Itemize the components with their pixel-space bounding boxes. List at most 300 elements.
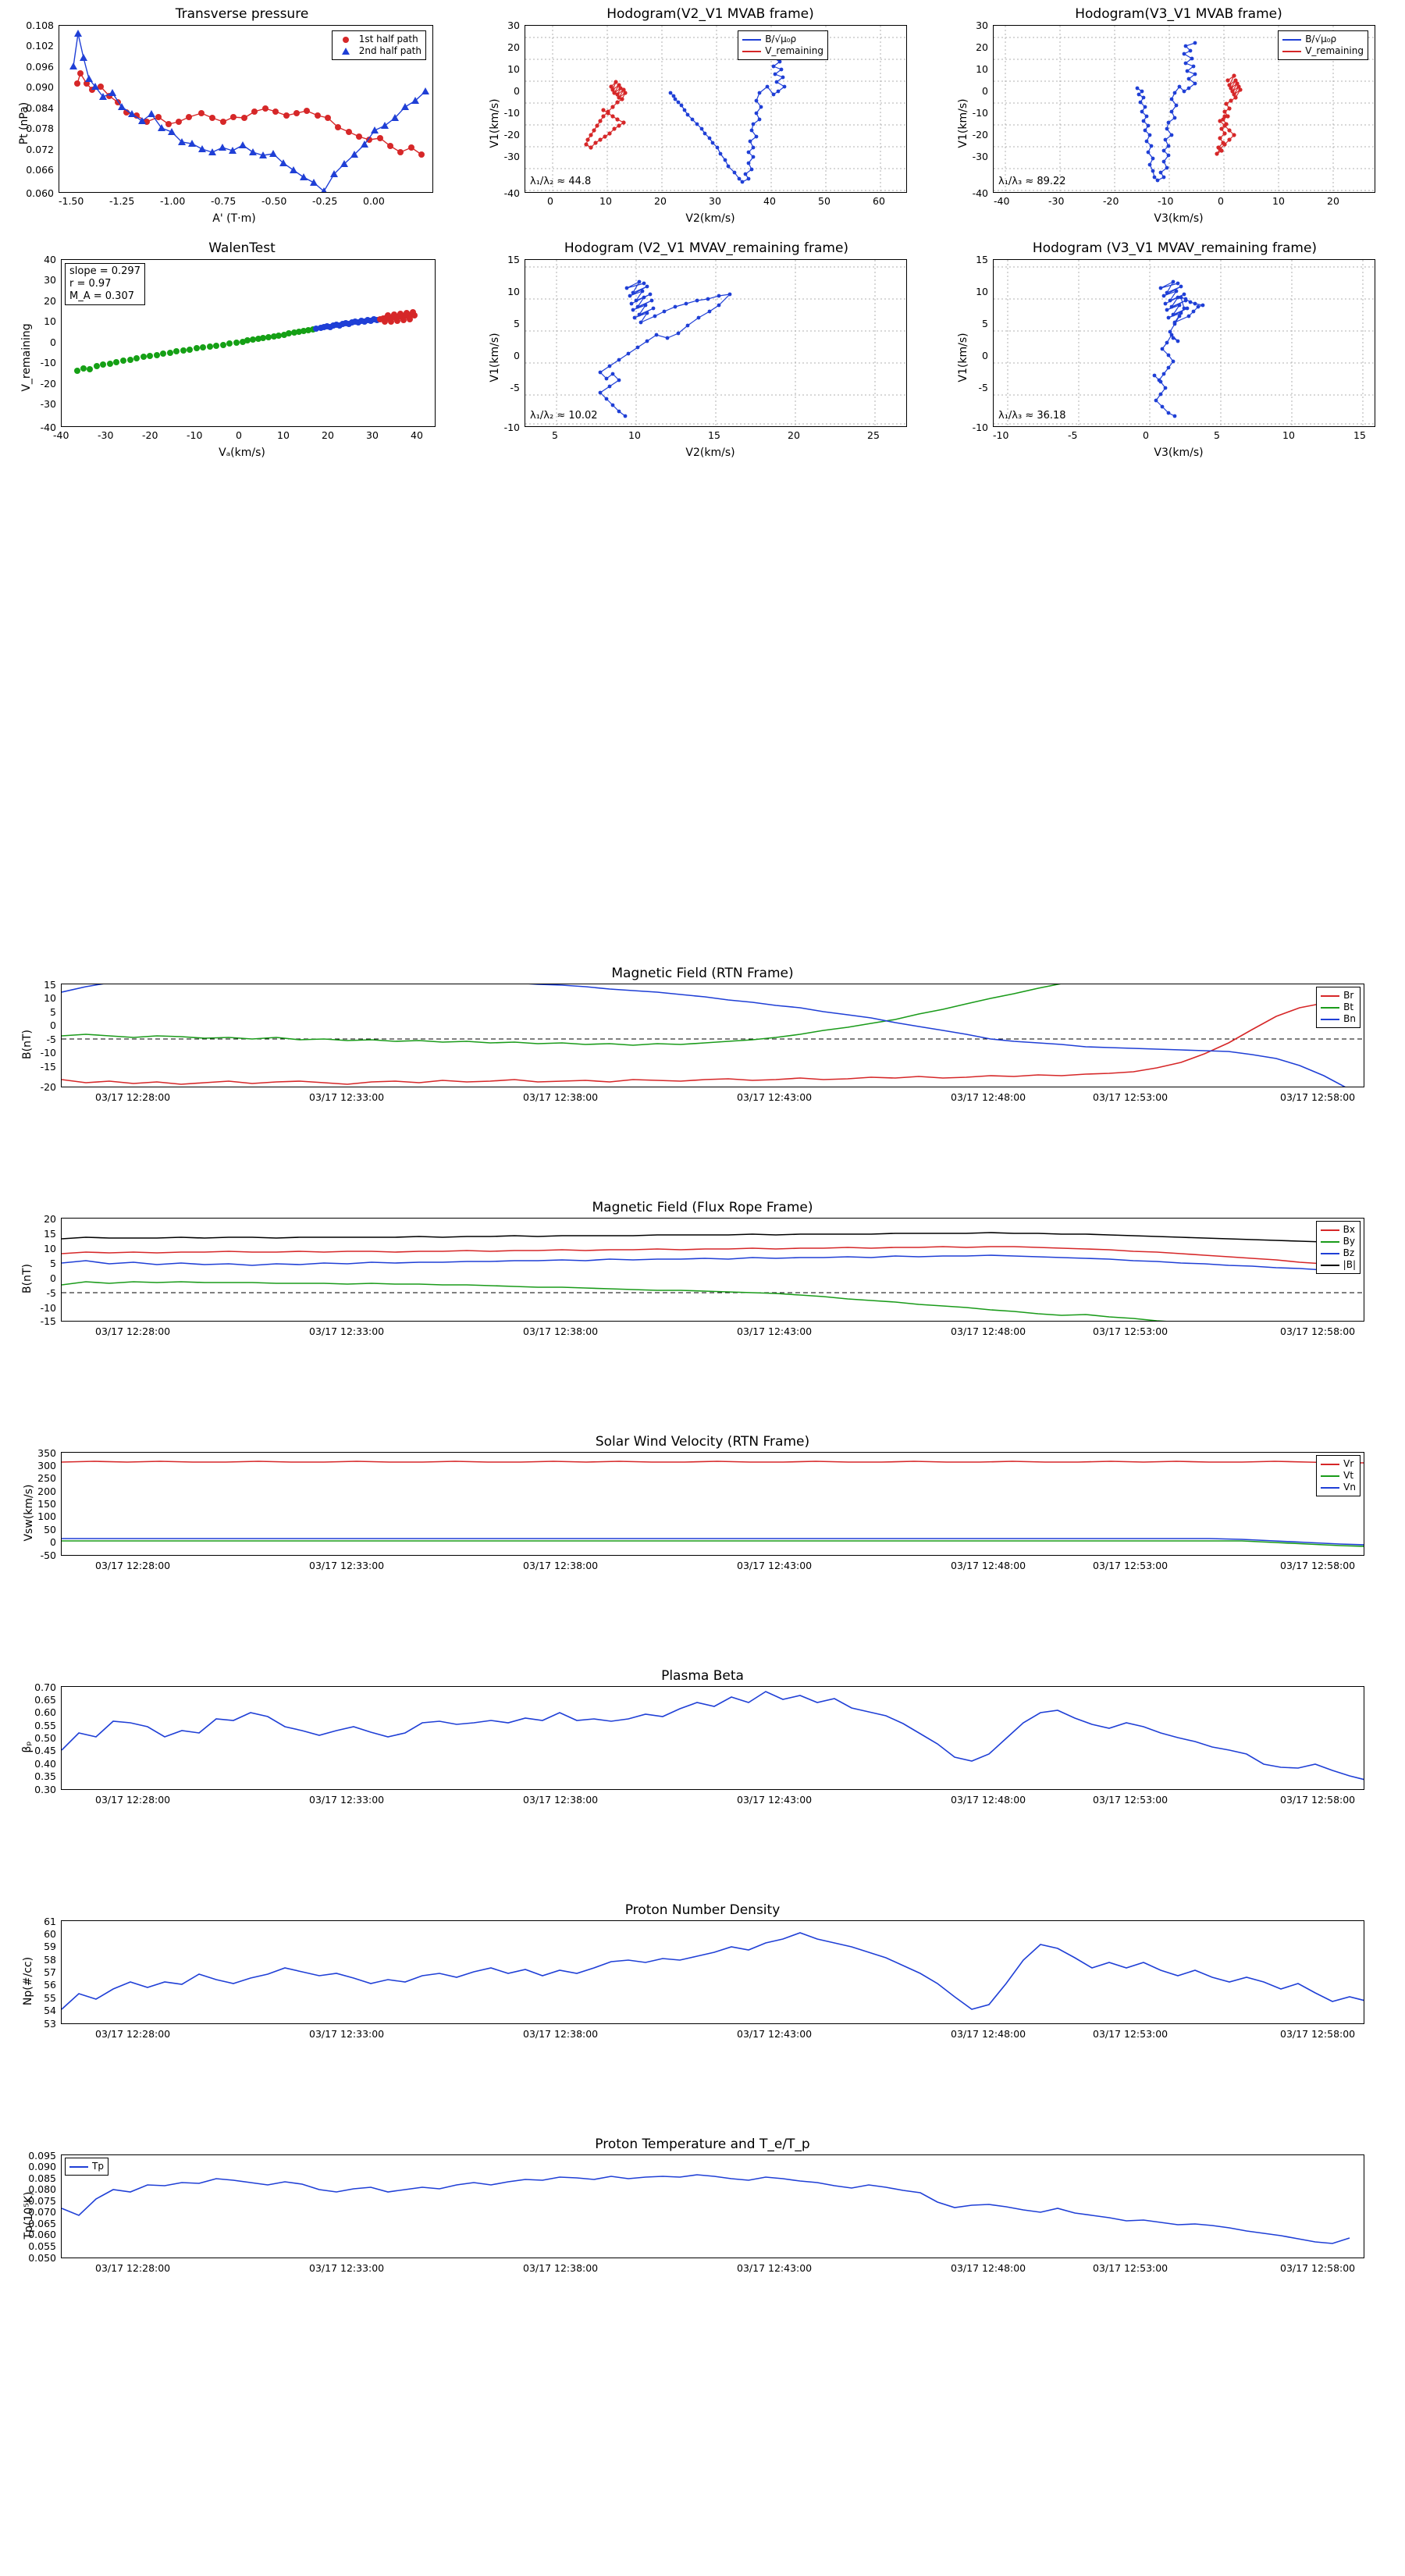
- line-swatch: [1282, 51, 1301, 52]
- y-tick: -5: [46, 1287, 56, 1299]
- y-tick: -15: [40, 1061, 56, 1073]
- legend-item: [1321, 990, 1356, 1002]
- x-tick: 15: [1353, 429, 1366, 441]
- x-axis-label: V3(km/s): [1154, 447, 1204, 459]
- x-tick: 03/17 12:53:00: [1093, 2262, 1168, 2274]
- legend-item: [1321, 1236, 1356, 1247]
- y-tick: 0: [514, 85, 520, 97]
- eigenvalue-ratio-annotation: λ₁/λ₂ ≈ 44.8: [530, 176, 592, 187]
- legend-label: Bn: [1343, 1013, 1356, 1024]
- y-axis-label: Tp(10⁵K): [23, 2191, 35, 2240]
- y-tick: 0.078: [26, 123, 54, 134]
- plot-area: [525, 259, 907, 427]
- x-tick: 03/17 12:28:00: [95, 2262, 171, 2274]
- x-tick: 03/17 12:58:00: [1280, 1794, 1356, 1806]
- legend-item: [69, 2161, 104, 2172]
- y-axis-label: Pt (nPa): [18, 101, 30, 145]
- x-tick: 0: [1218, 195, 1224, 207]
- panel-title: WalenTest: [208, 240, 276, 256]
- x-tick: 03/17 12:33:00: [309, 1325, 385, 1337]
- y-tick: 0.070: [28, 2206, 56, 2218]
- panel-title: Hodogram (V3_V1 MVAV_remaining frame): [1032, 240, 1318, 256]
- x-tick: 03/17 12:58:00: [1280, 2028, 1356, 2040]
- eigenvalue-ratio-annotation: λ₁/λ₃ ≈ 89.22: [998, 176, 1066, 187]
- y-tick: 0.055: [28, 2240, 56, 2252]
- triangle-marker-icon: [336, 48, 355, 55]
- panel-title: Hodogram(V2_V1 MVAB frame): [606, 6, 814, 22]
- y-tick: 0.060: [28, 2229, 56, 2240]
- y-tick: -30: [972, 151, 988, 162]
- x-tick: -30: [1048, 195, 1065, 207]
- x-tick: -40: [994, 195, 1010, 207]
- x-tick: -1.25: [109, 195, 135, 207]
- x-tick: 03/17 12:58:00: [1280, 2262, 1356, 2274]
- x-tick: 03/17 12:48:00: [951, 2028, 1026, 2040]
- x-tick: 03/17 12:48:00: [951, 1794, 1026, 1806]
- series-proton-density: [62, 1933, 1364, 2009]
- y-tick: 200: [37, 1485, 56, 1497]
- x-tick: -0.50: [261, 195, 287, 207]
- y-tick: -30: [503, 151, 520, 162]
- y-tick: 50: [44, 1524, 56, 1535]
- line-swatch: [742, 51, 761, 52]
- x-tick: 40: [411, 429, 423, 441]
- y-tick: 53: [44, 2018, 56, 2030]
- series-bx: [62, 1247, 1347, 1265]
- y-tick: 5: [982, 318, 988, 329]
- y-tick: -20: [40, 378, 56, 390]
- x-tick: 20: [1327, 195, 1339, 207]
- x-tick: 15: [708, 429, 720, 441]
- x-tick: -10: [1158, 195, 1174, 207]
- panel-title: Transverse pressure: [175, 6, 309, 22]
- y-tick: -20: [972, 129, 988, 141]
- plot-area: [61, 259, 436, 427]
- y-tick: 0.30: [34, 1784, 56, 1795]
- y-tick: 61: [44, 1916, 56, 1927]
- y-tick: -20: [503, 129, 520, 141]
- y-axis-label: V1(km/s): [489, 98, 501, 148]
- y-tick: 0.060: [26, 187, 54, 199]
- panel-hodogram-v2v1-mvav: [468, 234, 937, 468]
- panel-title: Proton Number Density: [624, 1902, 781, 1918]
- plot-area: [61, 1218, 1364, 1322]
- legend-item: [742, 45, 823, 57]
- plot-area: [993, 25, 1375, 193]
- y-tick: 10: [507, 63, 520, 75]
- y-tick: 0.075: [28, 2195, 56, 2207]
- x-tick: 03/17 12:53:00: [1093, 1325, 1168, 1337]
- x-tick: 03/17 12:33:00: [309, 2262, 385, 2274]
- panel-title: Magnetic Field (RTN Frame): [611, 966, 794, 981]
- y-tick: 0.072: [26, 144, 54, 155]
- x-tick: 03/17 12:43:00: [737, 1325, 813, 1337]
- line-swatch: [1321, 1265, 1339, 1266]
- x-axis-label: V2(km/s): [685, 212, 735, 225]
- legend-label: Br: [1343, 990, 1354, 1001]
- y-tick: 15: [44, 979, 56, 991]
- y-tick: 0.084: [26, 102, 54, 114]
- y-tick: -10: [503, 422, 520, 433]
- x-axis-label: V2(km/s): [685, 447, 735, 459]
- legend: [738, 30, 828, 60]
- plot-area: [61, 984, 1364, 1087]
- y-tick: 0.102: [26, 40, 54, 52]
- series-bmag: [62, 1233, 1347, 1243]
- y-tick: -40: [503, 187, 520, 199]
- legend-item: [336, 34, 422, 45]
- y-tick: 15: [507, 254, 520, 265]
- plot-area: [61, 2154, 1364, 2258]
- line-swatch: [1321, 1464, 1339, 1465]
- walen-r: r = 0.97: [69, 278, 112, 290]
- x-tick: 03/17 12:28:00: [95, 1091, 171, 1103]
- walen-fit-annotation: [65, 263, 145, 305]
- line-swatch: [1321, 995, 1339, 997]
- y-tick: 10: [507, 286, 520, 297]
- y-tick: 57: [44, 1966, 56, 1978]
- x-tick: 03/17 12:28:00: [95, 2028, 171, 2040]
- series-bn: [62, 984, 1347, 1087]
- y-tick: 10: [976, 286, 988, 297]
- line-swatch: [1321, 1487, 1339, 1489]
- x-tick: -0.75: [211, 195, 237, 207]
- x-tick: 30: [709, 195, 721, 207]
- y-tick: 5: [50, 1258, 56, 1269]
- series-vn: [62, 1539, 1364, 1545]
- y-tick: 60: [44, 1928, 56, 1940]
- series-bz: [62, 1255, 1347, 1271]
- y-tick: 250: [37, 1472, 56, 1484]
- y-tick: 0: [982, 85, 988, 97]
- y-tick: 0.55: [34, 1720, 56, 1731]
- legend-label: B/√μ₀ρ: [765, 34, 797, 44]
- x-tick: 0: [547, 195, 553, 207]
- y-tick: 0.70: [34, 1681, 56, 1693]
- panel-title: Plasma Beta: [661, 1668, 744, 1684]
- y-tick: 0: [514, 350, 520, 361]
- y-tick: 56: [44, 1979, 56, 1991]
- x-tick: 03/17 12:43:00: [737, 1091, 813, 1103]
- y-tick: 0.050: [28, 2252, 56, 2264]
- y-tick: 54: [44, 2005, 56, 2016]
- legend-label: V_remaining: [1305, 45, 1364, 56]
- line-swatch: [1282, 39, 1301, 41]
- x-tick: -1.50: [59, 195, 84, 207]
- y-tick: 10: [44, 992, 56, 1004]
- y-tick: 20: [507, 41, 520, 53]
- y-tick: 59: [44, 1941, 56, 1952]
- panel-walen-test: [0, 234, 468, 468]
- legend: [1316, 1455, 1361, 1496]
- legend-item: [1282, 34, 1364, 45]
- x-tick: 25: [867, 429, 880, 441]
- y-tick: -10: [40, 1047, 56, 1059]
- y-tick: 0.40: [34, 1758, 56, 1770]
- x-tick: 0: [1143, 429, 1149, 441]
- x-tick: -20: [1103, 195, 1119, 207]
- legend-label: Vr: [1343, 1458, 1354, 1469]
- x-tick: 5: [1214, 429, 1220, 441]
- panel-title: Solar Wind Velocity (RTN Frame): [595, 1434, 810, 1450]
- x-tick: 0: [236, 429, 242, 441]
- x-tick: -10: [187, 429, 203, 441]
- y-tick: -5: [510, 382, 520, 393]
- legend-label: Vt: [1343, 1470, 1354, 1481]
- y-tick: 40: [44, 254, 56, 265]
- y-tick: 0.50: [34, 1732, 56, 1744]
- y-tick: 0.080: [28, 2183, 56, 2195]
- x-tick: 03/17 12:43:00: [737, 2028, 813, 2040]
- x-tick: 40: [763, 195, 776, 207]
- legend-item: [1321, 1470, 1356, 1482]
- y-tick: -10: [972, 107, 988, 119]
- legend-item: [1321, 1224, 1356, 1236]
- panel-magnetic-field-flux-rope: [0, 1198, 1405, 1354]
- legend-label: Vn: [1343, 1482, 1356, 1493]
- legend-item: [1321, 1458, 1356, 1470]
- y-tick: 100: [37, 1510, 56, 1522]
- plot-area: [525, 25, 907, 193]
- legend-label: Bt: [1343, 1002, 1354, 1012]
- y-tick: -50: [40, 1550, 56, 1561]
- y-tick: -15: [40, 1315, 56, 1327]
- y-tick: 0: [982, 350, 988, 361]
- series-vt: [62, 1541, 1364, 1546]
- panel-proton-number-density: [0, 1901, 1405, 2057]
- x-tick: 03/17 12:33:00: [309, 1091, 385, 1103]
- legend-label: Tp: [92, 2161, 104, 2172]
- panel-transverse-pressure: [0, 0, 468, 234]
- y-tick: -5: [978, 382, 988, 393]
- x-tick: 03/17 12:38:00: [523, 1560, 599, 1571]
- legend: [1278, 30, 1368, 60]
- y-tick: 0.45: [34, 1745, 56, 1756]
- eigenvalue-ratio-annotation: λ₁/λ₃ ≈ 36.18: [998, 410, 1066, 422]
- legend-label: 2nd half path: [358, 45, 422, 56]
- x-tick: 20: [322, 429, 334, 441]
- x-tick: 10: [599, 195, 612, 207]
- x-tick: -5: [1068, 429, 1078, 441]
- panel-plasma-beta: [0, 1667, 1405, 1823]
- legend-label: B/√μ₀ρ: [1305, 34, 1337, 44]
- x-axis-label: Vₐ(km/s): [219, 447, 265, 459]
- legend: [1316, 987, 1361, 1028]
- y-tick: 0.090: [28, 2161, 56, 2172]
- y-tick: 0.090: [26, 81, 54, 93]
- y-tick: 150: [37, 1498, 56, 1510]
- panel-solar-wind-velocity: [0, 1432, 1405, 1589]
- x-tick: 20: [654, 195, 667, 207]
- plot-area: [61, 1452, 1364, 1556]
- y-tick: 0.60: [34, 1706, 56, 1718]
- y-tick: 15: [976, 254, 988, 265]
- panel-hodogram-v3v1-mvab: [937, 0, 1405, 234]
- y-tick: 10: [44, 315, 56, 327]
- x-axis-label: A' (T·m): [212, 212, 256, 225]
- x-tick: -30: [98, 429, 114, 441]
- x-tick: 03/17 12:58:00: [1280, 1560, 1356, 1571]
- x-tick: 03/17 12:53:00: [1093, 1794, 1168, 1806]
- y-axis-label: V1(km/s): [489, 333, 501, 382]
- legend-label: Bz: [1343, 1247, 1355, 1258]
- y-tick: 0.35: [34, 1770, 56, 1782]
- legend-label: |B|: [1343, 1259, 1356, 1270]
- series-by: [62, 1282, 1347, 1322]
- y-tick: -10: [503, 107, 520, 119]
- x-tick: 03/17 12:33:00: [309, 1794, 385, 1806]
- x-tick: 10: [1282, 429, 1295, 441]
- legend-item: [1321, 1002, 1356, 1013]
- legend-item: [742, 34, 823, 45]
- plot-area: [61, 1920, 1364, 2024]
- y-axis-label: Vsw(km/s): [23, 1484, 35, 1542]
- legend-item: [1282, 45, 1364, 57]
- line-swatch: [742, 39, 761, 41]
- series-bt: [62, 984, 1347, 1045]
- panel-title: Proton Temperature and T_e/T_p: [595, 2137, 810, 2152]
- y-tick: 30: [507, 20, 520, 31]
- line-swatch: [1321, 1241, 1339, 1243]
- y-tick: 0.096: [26, 61, 54, 73]
- legend-item: [1321, 1482, 1356, 1493]
- x-tick: 0.00: [363, 195, 385, 207]
- x-tick: 03/17 12:43:00: [737, 1560, 813, 1571]
- y-tick: 0.108: [26, 20, 54, 31]
- legend-label: V_remaining: [765, 45, 823, 56]
- x-tick: 03/17 12:58:00: [1280, 1325, 1356, 1337]
- legend-label: 1st half path: [358, 34, 418, 44]
- panel-title: Magnetic Field (Flux Rope Frame): [592, 1200, 813, 1215]
- x-axis-label: V3(km/s): [1154, 212, 1204, 225]
- x-tick: 30: [366, 429, 379, 441]
- x-tick: 10: [277, 429, 290, 441]
- y-tick: -5: [46, 1034, 56, 1045]
- x-tick: -20: [142, 429, 158, 441]
- x-tick: 60: [873, 195, 885, 207]
- circle-marker-icon: [336, 36, 355, 44]
- walen-ma: M_A = 0.307: [69, 290, 134, 302]
- x-tick: 03/17 12:28:00: [95, 1560, 171, 1571]
- series-proton-temperature: [62, 2175, 1350, 2243]
- x-tick: 03/17 12:53:00: [1093, 1091, 1168, 1103]
- y-tick: 0: [50, 1536, 56, 1548]
- walen-slope: slope = 0.297: [69, 265, 140, 277]
- y-axis-label: V1(km/s): [957, 333, 969, 382]
- legend-item: [336, 45, 422, 57]
- plot-area: [61, 1686, 1364, 1790]
- y-tick: 0.065: [28, 2218, 56, 2229]
- x-tick: 5: [552, 429, 558, 441]
- x-tick: 03/17 12:38:00: [523, 2028, 599, 2040]
- series-vr: [62, 1461, 1364, 1463]
- legend: [65, 2158, 108, 2176]
- y-axis-label: V1(km/s): [957, 98, 969, 148]
- x-tick: 03/17 12:33:00: [309, 2028, 385, 2040]
- y-tick: 58: [44, 1954, 56, 1966]
- legend: [1316, 1221, 1361, 1274]
- y-axis-label: B(nT): [21, 1264, 34, 1293]
- x-tick: 03/17 12:48:00: [951, 2262, 1026, 2274]
- line-swatch: [1321, 1475, 1339, 1477]
- y-tick: -30: [40, 398, 56, 410]
- x-tick: -40: [53, 429, 69, 441]
- panel-proton-temperature: [0, 2135, 1405, 2299]
- panel-title: Hodogram(V3_V1 MVAB frame): [1075, 6, 1282, 22]
- x-tick: 03/17 12:38:00: [523, 1794, 599, 1806]
- x-tick: 03/17 12:43:00: [737, 2262, 813, 2274]
- y-tick: 350: [37, 1447, 56, 1459]
- y-tick: 0: [50, 1019, 56, 1031]
- y-tick: 5: [50, 1006, 56, 1018]
- panel-magnetic-field-rtn: [0, 964, 1405, 1120]
- y-tick: 55: [44, 1992, 56, 2004]
- x-tick: 03/17 12:53:00: [1093, 2028, 1168, 2040]
- y-tick: 30: [44, 274, 56, 286]
- y-tick: -10: [972, 422, 988, 433]
- plot-area: [993, 259, 1375, 427]
- y-tick: 0: [50, 336, 56, 348]
- line-swatch: [1321, 1019, 1339, 1020]
- x-tick: 03/17 12:38:00: [523, 1091, 599, 1103]
- x-tick: 03/17 12:38:00: [523, 1325, 599, 1337]
- x-tick: 03/17 12:53:00: [1093, 1560, 1168, 1571]
- y-tick: 0.085: [28, 2172, 56, 2184]
- y-tick: -10: [40, 357, 56, 368]
- legend-item: [1321, 1247, 1356, 1259]
- y-tick: 300: [37, 1460, 56, 1471]
- y-tick: 0.066: [26, 164, 54, 176]
- x-tick: 03/17 12:38:00: [523, 2262, 599, 2274]
- x-tick: 10: [628, 429, 641, 441]
- line-swatch: [1321, 1007, 1339, 1009]
- y-tick: 20: [976, 41, 988, 53]
- y-axis-label: B(nT): [21, 1030, 34, 1059]
- x-tick: 03/17 12:28:00: [95, 1794, 171, 1806]
- legend-item: [1321, 1013, 1356, 1025]
- legend: [332, 30, 426, 60]
- x-tick: 20: [788, 429, 800, 441]
- panel-title: Hodogram (V2_V1 MVAV_remaining frame): [564, 240, 849, 256]
- series-plasma-beta: [62, 1692, 1364, 1780]
- x-tick: -0.25: [312, 195, 338, 207]
- x-tick: 03/17 12:58:00: [1280, 1091, 1356, 1103]
- y-tick: 5: [514, 318, 520, 329]
- plot-area: [59, 25, 433, 193]
- y-tick: 0.095: [28, 2150, 56, 2161]
- y-axis-label: βₚ: [21, 1741, 34, 1753]
- y-tick: 30: [976, 20, 988, 31]
- line-swatch: [69, 2166, 88, 2168]
- y-tick: 20: [44, 1213, 56, 1225]
- x-tick: 03/17 12:48:00: [951, 1091, 1026, 1103]
- y-axis-label: V_remaining: [20, 323, 33, 392]
- line-swatch: [1321, 1229, 1339, 1231]
- x-tick: 03/17 12:28:00: [95, 1325, 171, 1337]
- panel-hodogram-v2v1-mvab: [468, 0, 937, 234]
- x-tick: 50: [818, 195, 831, 207]
- y-tick: 20: [44, 295, 56, 307]
- y-tick: 10: [44, 1243, 56, 1254]
- legend-item: [1321, 1259, 1356, 1271]
- y-tick: -10: [40, 1302, 56, 1314]
- y-tick: 15: [44, 1228, 56, 1240]
- x-tick: 03/17 12:48:00: [951, 1560, 1026, 1571]
- legend-label: By: [1343, 1236, 1356, 1247]
- x-tick: -1.00: [160, 195, 186, 207]
- y-tick: 0: [50, 1272, 56, 1284]
- legend-label: Bx: [1343, 1224, 1356, 1235]
